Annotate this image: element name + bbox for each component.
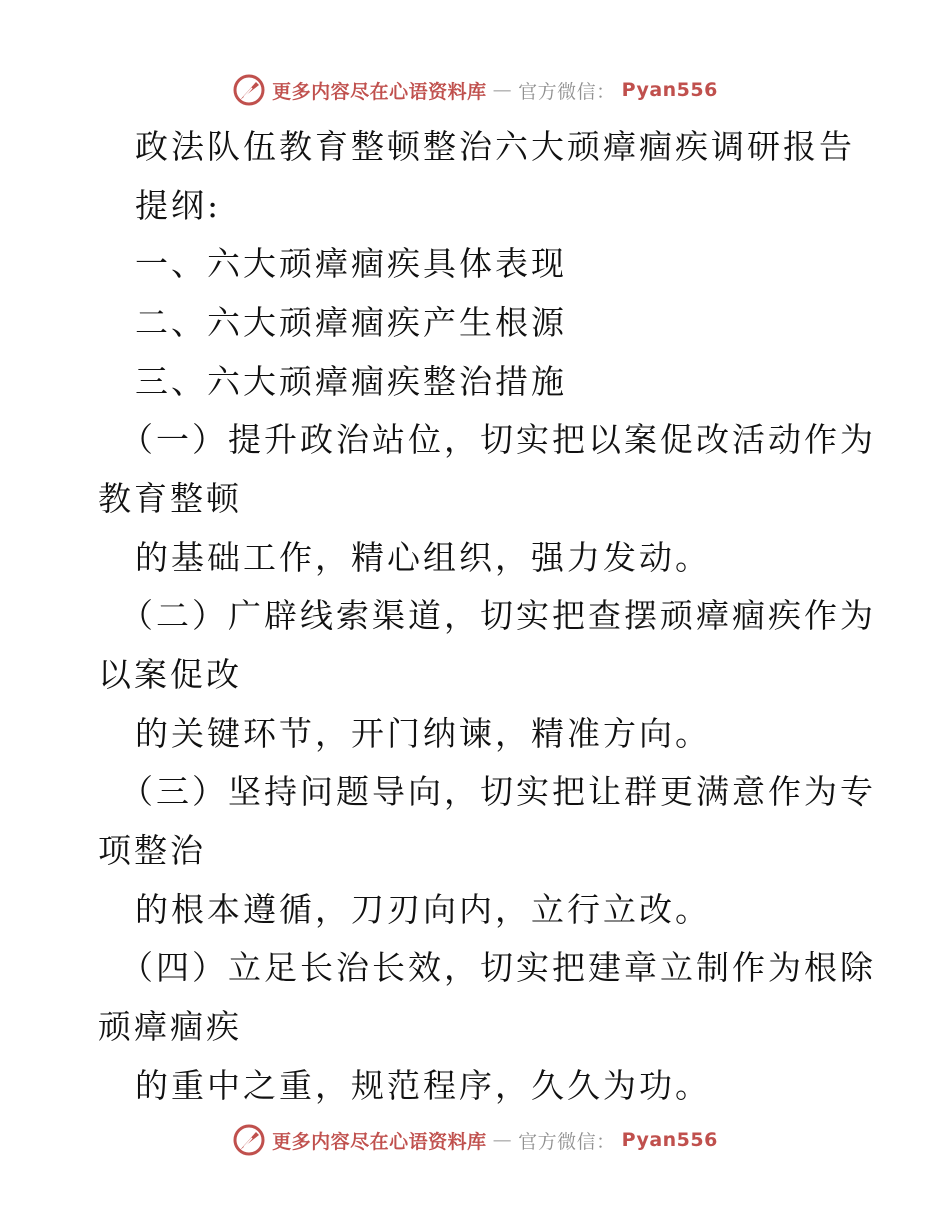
feather-pen-icon <box>232 73 266 107</box>
watermark-main-text: 更多内容尽在心语资料库 <box>272 80 487 103</box>
measure-3-heading: （三）坚持问题导向，切实把让群更满意作为专 <box>120 772 876 811</box>
measure-3-detail: 的根本遵循，刀刃向内，立行立改。 <box>135 890 711 929</box>
feather-pen-icon <box>232 1123 266 1157</box>
measure-1-heading: （一）提升政治站位，切实把以案促改活动作为 <box>120 420 876 459</box>
measure-4-heading: （四）立足长治长效，切实把建章立制作为根除 <box>120 948 876 987</box>
watermark-separator: — <box>492 1129 513 1151</box>
measure-4-wrap: 顽瘴痼疾 <box>98 1007 242 1046</box>
measure-2-heading: （二）广辟线索渠道，切实把查摆顽瘴痼疾作为 <box>120 596 876 635</box>
outline-label: 提纲: <box>135 186 222 225</box>
measure-2-wrap: 以案促改 <box>98 655 242 694</box>
measure-2-detail: 的关键环节，开门纳谏，精准方向。 <box>135 714 711 753</box>
header-watermark <box>0 70 950 110</box>
document-title: 政法队伍教育整顿整治六大顽瘴痼疾调研报告 <box>135 127 855 166</box>
measure-1-detail: 的基础工作，精心组织，强力发动。 <box>135 538 711 577</box>
outline-item-3: 三、六大顽瘴痼疾整治措施 <box>135 362 567 401</box>
watermark-wechat-id: Pyan556 <box>621 1129 718 1151</box>
watermark-separator: — <box>492 79 513 101</box>
measure-1-wrap: 教育整顿 <box>98 479 242 518</box>
watermark-wechat-id: Pyan556 <box>621 79 718 101</box>
outline-item-1: 一、六大顽瘴痼疾具体表现 <box>135 244 567 283</box>
watermark-main-text: 更多内容尽在心语资料库 <box>272 1130 487 1153</box>
outline-item-2: 二、六大顽瘴痼疾产生根源 <box>135 303 567 342</box>
watermark-wechat-label: 官方微信： <box>518 1130 616 1153</box>
watermark-wechat-label: 官方微信： <box>518 80 616 103</box>
measure-3-wrap: 项整治 <box>98 831 206 870</box>
footer-watermark <box>0 1120 950 1160</box>
measure-4-detail: 的重中之重，规范程序，久久为功。 <box>135 1066 711 1105</box>
